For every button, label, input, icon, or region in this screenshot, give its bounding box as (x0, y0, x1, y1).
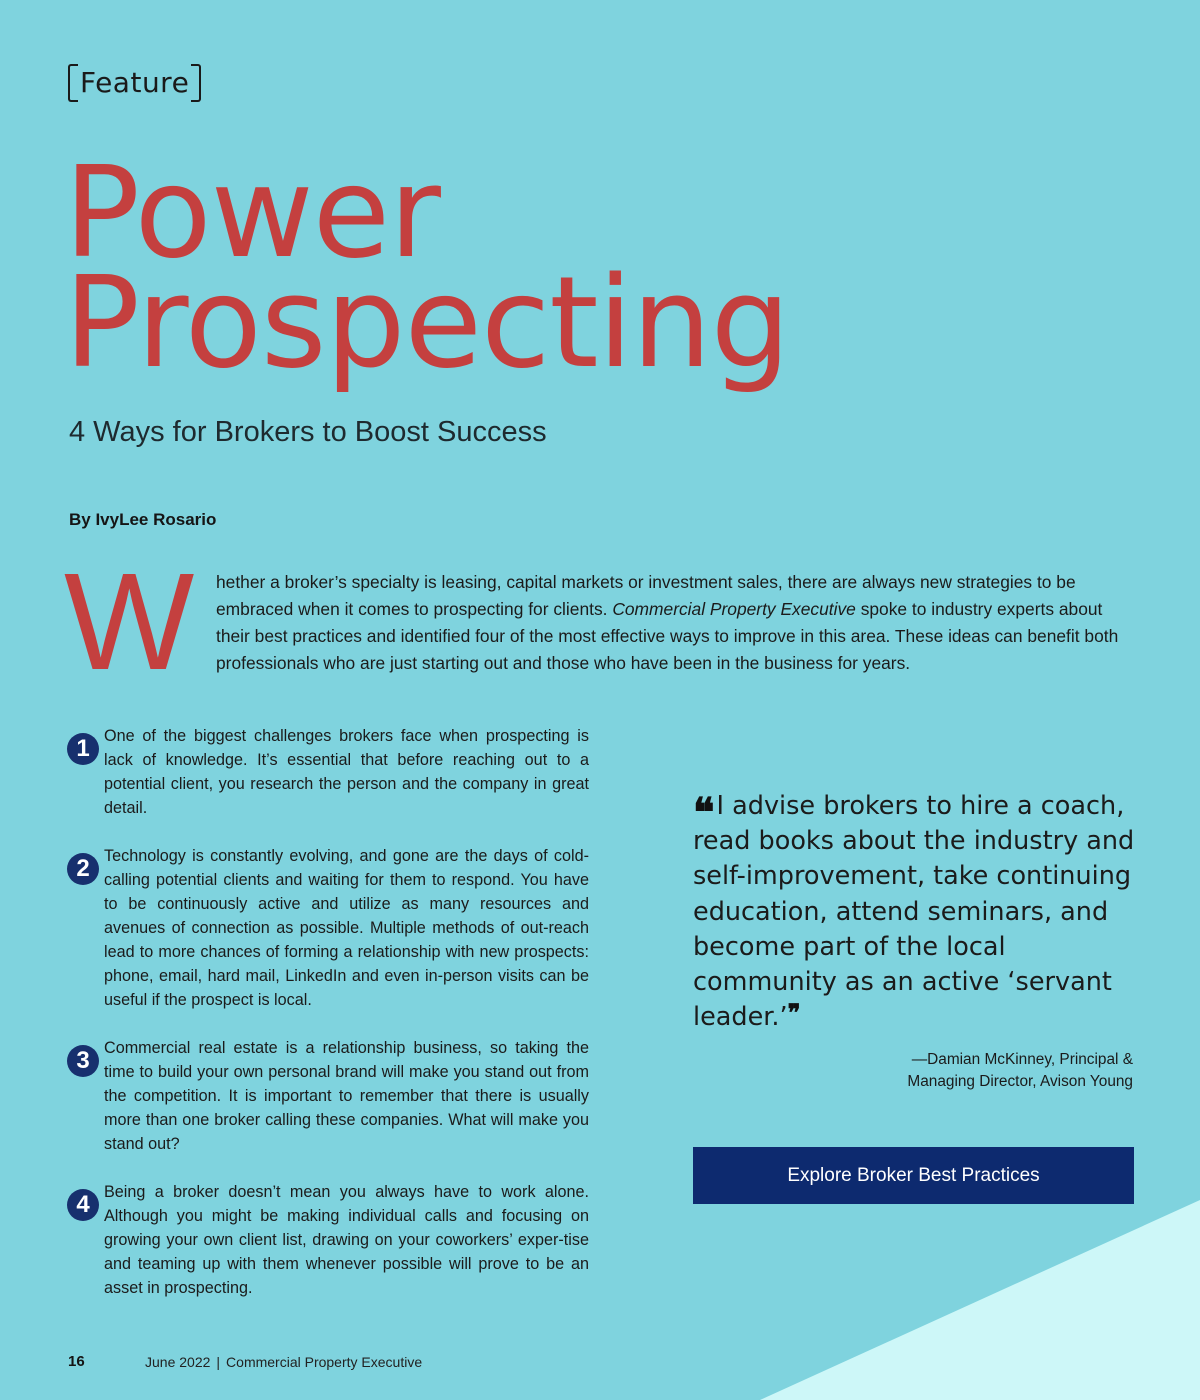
intro-paragraph (216, 569, 1136, 677)
attribution-line-1: —Damian McKinney, Principal & (911, 1051, 1133, 1068)
number-4-badge-icon: 4 (67, 1189, 99, 1221)
bracket-right-icon (191, 64, 201, 102)
footer-issue-info (145, 1354, 422, 1370)
tip-text: Being a broker doesn’t mean you always have to work alone. Although you might be making individual calls and focusing on growing your own client list, drawing on your coworkers’ exper-tise and teaming up with them whenever possible will prove to be an asset in prospecting. (104, 1183, 589, 1297)
bracket-left-icon (68, 64, 78, 102)
number-2-badge-icon: 2 (67, 853, 99, 885)
tips-list (67, 724, 589, 1324)
headline-line-1: Power (64, 139, 440, 286)
tip-text: Technology is constantly evolving, and gone are the days of cold-calling potential clients and waiting for them to respond. You have to be continuously active and utilize as many resources and avenues of connection as possible. Multiple methods of out-reach lead to more chances of forming a relationship with new prospects: phone, email, hard mail, LinkedIn and even in-person visits can be useful if the prospect is local. (104, 847, 589, 1009)
tip-item (67, 1036, 589, 1156)
section-tag-label: Feature (80, 66, 190, 99)
headline (64, 139, 790, 396)
quote-attribution (833, 1049, 1133, 1093)
section-tag (68, 64, 201, 102)
open-quote-icon: ❝ (693, 789, 715, 836)
footer-separator: | (216, 1354, 221, 1370)
tip-item (67, 1180, 589, 1300)
tip-item (67, 844, 589, 1012)
headline-line-2: Prospecting (64, 249, 790, 396)
intro-text-after: spoke to industry experts about their best practices and identified four of the most effective ways to improve in this area. These ideas can benefit both professionals who are just starting out and those who have been in the business for years. (216, 599, 1119, 673)
attribution-line-2: Managing Director, Avison Young (907, 1073, 1133, 1090)
pull-quote (693, 789, 1143, 1035)
tip-text: One of the biggest challenges brokers face when prospecting is lack of knowledge. It’s essential that before reaching out to a potential client, you research the person and the company in great detail. (104, 727, 589, 817)
subtitle: 4 Ways for Brokers to Boost Success (69, 416, 547, 448)
tip-text: Commercial real estate is a relationship business, so taking the time to build your own personal brand will make you stand out from the competition. It is important to remember that there is usually more than one broker calling these companies. What will make you stand out? (104, 1039, 589, 1153)
pull-quote-text: I advise brokers to hire a coach, read books about the industry and self-improvement, take continuing education, attend seminars, and become part of the local community as an active ‘servant leader.’ (693, 791, 1135, 1033)
number-1-badge-icon: 1 (67, 733, 99, 765)
drop-cap: W (64, 545, 195, 699)
publication-name-italic: Commercial Property Executive (612, 599, 856, 619)
explore-broker-best-practices-button[interactable]: Explore Broker Best Practices (693, 1147, 1134, 1204)
issue-date: June 2022 (145, 1354, 211, 1370)
intro-text-before: hether a broker’s specialty is leasing, capital markets or investment sales, there are always new strategies to be embraced when it comes to prospecting for clients. (216, 572, 1076, 619)
close-quote-icon: ❞ (787, 998, 801, 1028)
page-number: 16 (68, 1353, 85, 1370)
byline: By IvyLee Rosario (69, 510, 217, 529)
number-3-badge-icon: 3 (67, 1045, 99, 1077)
tip-item (67, 724, 589, 820)
publication-name: Commercial Property Executive (226, 1354, 423, 1370)
